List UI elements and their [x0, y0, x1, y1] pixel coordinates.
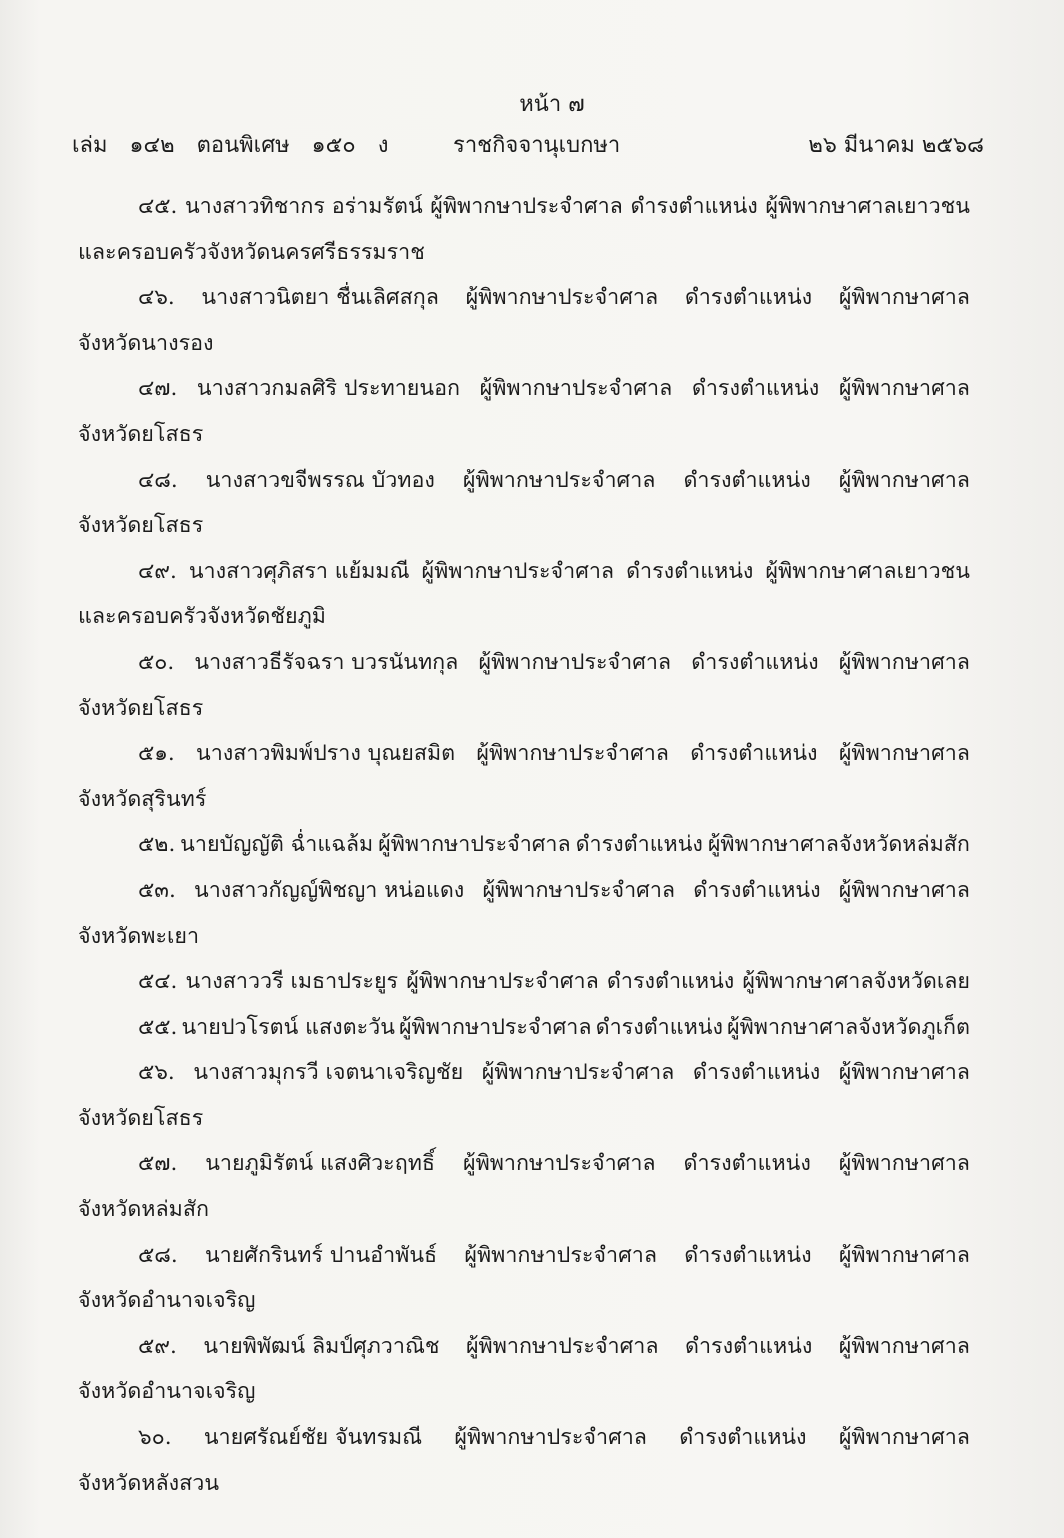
new-position: ผู้พิพากษาศาลจังหวัดเลย — [742, 969, 970, 995]
current-role: ผู้พิพากษาประจำศาล — [481, 1060, 675, 1086]
entry-continuation: จังหวัดหล่มสัก — [78, 1197, 209, 1223]
current-role: ผู้พิพากษาประจำศาล — [476, 741, 669, 767]
new-position: ผู้พิพากษาศาล — [838, 1333, 970, 1359]
person-name: นายปวโรตน์ แสงตะวัน — [181, 1014, 395, 1040]
appointment-entry — [72, 1050, 984, 1141]
action-text: ดำรงตำแหน่ง — [606, 969, 735, 995]
new-position: ผู้พิพากษาศาล — [838, 467, 970, 493]
action-text: ดำรงตำแหน่ง — [690, 741, 818, 767]
entry-number: ๔๖. — [138, 285, 175, 311]
new-position: ผู้พิพากษาศาลเยาวชน — [765, 558, 970, 584]
person-name: นางสาวมุกรวี เจตนาเจริญชัย — [193, 1060, 464, 1086]
new-position: ผู้พิพากษาศาล — [838, 1242, 970, 1268]
entry-first-line — [72, 868, 970, 914]
entry-number: ๕๐. — [138, 649, 175, 675]
entry-continuation: และครอบครัวจังหวัดชัยภูมิ — [78, 604, 326, 630]
entry-continuation: จังหวัดอำนาจเจริญ — [78, 1379, 256, 1405]
new-position: ผู้พิพากษาศาล — [838, 1060, 970, 1086]
action-text: ดำรงตำแหน่ง — [683, 1151, 811, 1177]
entry-first-line — [72, 1324, 970, 1370]
section-letter: ง — [377, 133, 389, 158]
person-name: นางสาวธีรัจฉรา บวรนันทกุล — [194, 649, 459, 675]
entry-continuation: จังหวัดยโสธร — [78, 1105, 204, 1131]
entry-number: ๕๕. — [138, 1014, 178, 1040]
person-name: นางสาวทิชากร อร่ามรัตน์ — [184, 194, 423, 219]
entry-number: ๕๔. — [138, 969, 178, 995]
action-text: ดำรงตำแหน่ง — [691, 649, 819, 675]
new-position: ผู้พิพากษาศาลเยาวชน — [765, 194, 970, 219]
appointment-entry — [72, 184, 984, 275]
appointment-entry — [72, 1324, 984, 1415]
new-position: ผู้พิพากษาศาล — [838, 285, 970, 311]
person-name: นายภูมิรัตน์ แสงศิวะฤทธิ์ — [205, 1151, 436, 1177]
entry-first-line — [72, 959, 970, 1005]
current-role: ผู้พิพากษาประจำศาล — [378, 832, 571, 858]
person-name: นางสาวขจีพรรณ บัวทอง — [205, 467, 435, 493]
action-text: ดำรงตำแหน่ง — [692, 1060, 821, 1086]
entry-first-line — [72, 640, 970, 686]
current-role: ผู้พิพากษาประจำศาล — [482, 877, 676, 903]
entry-continuation: จังหวัดยโสธร — [78, 513, 204, 539]
entry-first-line — [72, 275, 970, 321]
entry-first-line — [72, 1233, 970, 1279]
entry-continuation: จังหวัดยโสธร — [78, 421, 204, 447]
entry-number: ๔๘. — [138, 467, 178, 493]
entry-first-line — [72, 1005, 970, 1051]
person-name: นางสาววรี เมธาประยูร — [185, 969, 399, 995]
action-text: ดำรงตำแหน่ง — [575, 832, 703, 858]
issue-info — [72, 132, 388, 160]
entry-continuation: จังหวัดพะเยา — [78, 923, 200, 949]
current-role: ผู้พิพากษาประจำศาล — [465, 1333, 659, 1359]
new-position: ผู้พิพากษาศาล — [838, 376, 970, 402]
entry-continuation: จังหวัดนางรอง — [78, 330, 214, 356]
action-text: ดำรงตำแหน่ง — [693, 877, 821, 903]
entry-first-line — [72, 366, 970, 412]
action-text: ดำรงตำแหน่ง — [683, 467, 811, 493]
current-role: ผู้พิพากษาประจำศาล — [421, 558, 615, 584]
new-position: ผู้พิพากษาศาล — [838, 1151, 970, 1177]
entry-first-line — [72, 549, 970, 595]
entry-number: ๔๕. — [138, 194, 178, 219]
action-text: ดำรงตำแหน่ง — [684, 1333, 813, 1359]
current-role: ผู้พิพากษาประจำศาล — [464, 1242, 657, 1268]
entry-number: ๕๑. — [138, 741, 175, 767]
current-role: ผู้พิพากษาประจำศาล — [398, 1014, 592, 1040]
entry-number: ๕๙. — [138, 1333, 177, 1359]
appointment-entry — [72, 1415, 984, 1506]
new-position: ผู้พิพากษาศาล — [838, 741, 970, 767]
current-role: ผู้พิพากษาประจำศาล — [462, 1151, 656, 1177]
new-position: ผู้พิพากษาศาล — [838, 649, 970, 675]
entry-continuation: และครอบครัวจังหวัดนครศรีธรรมราช — [78, 239, 425, 265]
action-text: ดำรงตำแหน่ง — [684, 285, 813, 311]
entry-first-line — [72, 731, 970, 777]
issue-label: ตอนพิเศษ — [196, 133, 290, 158]
current-role: ผู้พิพากษาประจำศาล — [479, 376, 673, 402]
entry-number: ๕๖. — [138, 1060, 175, 1086]
issue-number: ๑๕๐ — [311, 133, 356, 158]
appointment-entry — [72, 1233, 984, 1324]
current-role: ผู้พิพากษาประจำศาล — [430, 194, 623, 219]
person-name: นางสาวกัญญ์พิชญา หน่อแดง — [194, 877, 465, 903]
current-role: ผู้พิพากษาประจำศาล — [454, 1425, 647, 1451]
person-name: นางสาวกมลศิริ ประทายนอก — [196, 376, 461, 402]
new-position: ผู้พิพากษาศาล — [838, 877, 970, 903]
action-text: ดำรงตำแหน่ง — [684, 1242, 812, 1268]
appointment-entry — [72, 640, 984, 731]
current-role: ผู้พิพากษาประจำศาล — [478, 649, 672, 675]
person-name: นายศักรินทร์ ปานอำพันธ์ — [204, 1242, 438, 1268]
appointment-entry — [72, 731, 984, 822]
current-role: ผู้พิพากษาประจำศาล — [465, 285, 659, 311]
volume-number: ๑๔๒ — [129, 133, 175, 158]
action-text: ดำรงตำแหน่ง — [595, 1014, 723, 1040]
entry-continuation: จังหวัดหลังสวน — [78, 1470, 220, 1496]
appointment-entry — [72, 1005, 984, 1051]
entry-continuation: จังหวัดยโสธร — [78, 695, 204, 721]
action-text: ดำรงตำแหน่ง — [691, 376, 820, 402]
page-number: หน้า ๗ — [519, 92, 585, 117]
action-text: ดำรงตำแหน่ง — [626, 558, 754, 584]
gazette-header — [72, 132, 984, 160]
publication-date: ๒๖ มีนาคม ๒๕๖๘ — [808, 133, 984, 158]
entry-number: ๕๘. — [138, 1242, 178, 1268]
appointment-entry — [72, 549, 984, 640]
appointment-entry — [72, 275, 984, 366]
new-position: ผู้พิพากษาศาลจังหวัดหล่มสัก — [707, 832, 970, 858]
entry-number: ๕๒. — [138, 832, 176, 858]
entry-number: ๔๗. — [138, 376, 178, 402]
appointment-entry — [72, 1141, 984, 1232]
person-name: นางสาวพิมพ์ปราง บุณยสมิต — [196, 741, 456, 767]
entry-number: ๔๙. — [138, 558, 177, 584]
appointment-entry — [72, 458, 984, 549]
current-role: ผู้พิพากษาประจำศาล — [462, 467, 656, 493]
action-text: ดำรงตำแหน่ง — [630, 194, 758, 219]
person-name: นายศรัณย์ชัย จันทรมณี — [203, 1425, 423, 1451]
entry-first-line — [72, 1050, 970, 1096]
appointment-entry — [72, 959, 984, 1005]
volume-label: เล่ม — [72, 133, 108, 158]
entry-first-line — [72, 184, 970, 230]
entry-continuation: จังหวัดอำนาจเจริญ — [78, 1288, 256, 1314]
appointment-entry — [72, 822, 984, 868]
current-role: ผู้พิพากษาประจำศาล — [406, 969, 599, 995]
new-position: ผู้พิพากษาศาล — [838, 1425, 970, 1451]
new-position: ผู้พิพากษาศาลจังหวัดภูเก็ต — [727, 1014, 970, 1040]
person-name: นายพิพัฒน์ ลิมป์ศุภวาณิช — [203, 1333, 440, 1359]
entry-number: ๕๗. — [138, 1151, 178, 1177]
publication-title: ราชกิจจานุเบกษา — [453, 133, 621, 158]
person-name: นางสาวนิตยา ชื่นเลิศสกุล — [201, 285, 439, 311]
entry-number: ๖๐. — [138, 1425, 172, 1451]
appointment-entry — [72, 868, 984, 959]
entry-continuation: จังหวัดสุรินทร์ — [78, 786, 207, 812]
entry-first-line — [72, 458, 970, 504]
action-text: ดำรงตำแหน่ง — [679, 1425, 807, 1451]
entry-first-line — [72, 1415, 970, 1461]
entry-first-line — [72, 822, 970, 868]
person-name: นายบัญญัติ ฉ่ำแฉล้ม — [180, 832, 374, 858]
appointment-list — [72, 184, 984, 1506]
entry-number: ๕๓. — [138, 877, 176, 903]
entry-first-line — [72, 1141, 970, 1187]
person-name: นางสาวศุภิสรา แย้มมณี — [188, 558, 410, 584]
appointment-entry — [72, 366, 984, 457]
